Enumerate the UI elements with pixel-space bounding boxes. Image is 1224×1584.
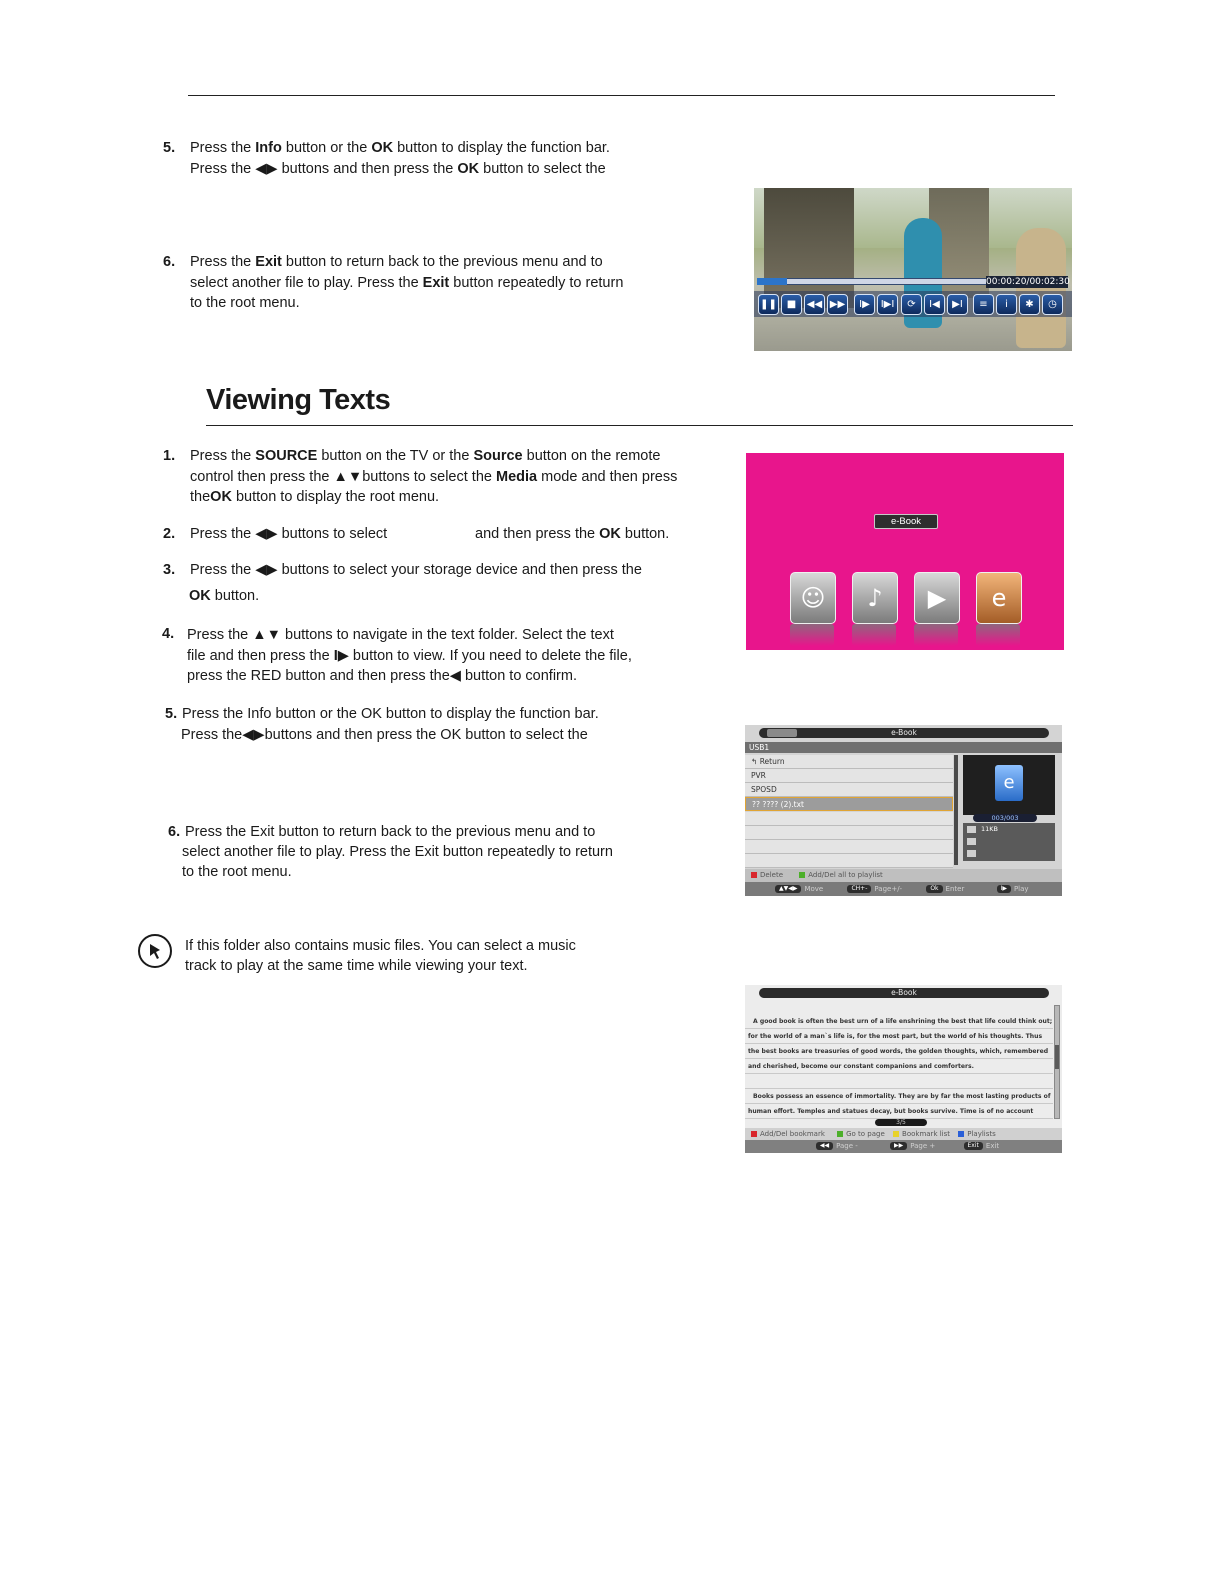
file-icon	[967, 850, 976, 857]
rewind-icon: ◀◀	[804, 294, 825, 315]
step-number: 5.	[163, 140, 176, 156]
step-text: Press the ◀▶ buttons and then press the OK button to select the	[190, 161, 606, 177]
photo-icon: ☺	[790, 572, 836, 624]
pause-icon: ❚❚	[758, 294, 779, 315]
tile-reflection	[976, 624, 1020, 646]
pin-icon	[138, 934, 172, 968]
green-key-icon	[799, 872, 805, 878]
media-menu-screenshot	[746, 453, 1064, 650]
file-icon	[967, 826, 976, 833]
movie-icon: ▶	[914, 572, 960, 624]
step-text: Press the ◀▶ buttons to select your storage device and then press the	[190, 562, 642, 578]
red-key-icon	[751, 1131, 757, 1137]
settings-icon: ✱	[1019, 294, 1040, 315]
nav-hint-bar: ◀◀ Page - ▶▶ Page + Exit Exit	[745, 1140, 1062, 1153]
video-scene	[1016, 228, 1066, 348]
text-line: A good book is often the best urn of a life enshrining the best that life could think out;	[745, 1014, 1053, 1029]
tile-reflection	[914, 624, 958, 646]
text-line: the best books are treasuries of good words, the golden thoughts, which, remembered	[745, 1044, 1053, 1059]
list-item-selected: ?? ???? (2).txt	[745, 797, 953, 811]
step-text: to the root menu.	[190, 295, 300, 311]
file-browser-screenshot	[745, 725, 1062, 896]
info-icon: i	[996, 294, 1017, 315]
step-text: theOK button to display the root menu.	[190, 489, 440, 505]
text-line: Books possess an essence of immortality. They are by far the most lasting products of	[745, 1089, 1053, 1104]
stop-icon: ■	[781, 294, 802, 315]
reader-title: e-Book	[759, 988, 1049, 998]
step-text: Press the◀▶buttons and then press the OK button to select the	[181, 727, 588, 743]
red-key-icon	[751, 872, 757, 878]
ebook-icon: e	[995, 765, 1023, 801]
next-page-key: ▶▶	[890, 1142, 907, 1150]
note-text: If this folder also contains music files. You can select a music	[185, 938, 576, 954]
list-item	[745, 812, 953, 826]
text-line: human effort. Temples and statues decay, but books survive. Time is of no account	[745, 1104, 1053, 1119]
scrollbar	[954, 755, 958, 865]
step-text: OK button.	[189, 588, 260, 604]
repeat-icon: ⟳	[901, 294, 922, 315]
scrollbar-thumb	[1055, 1045, 1059, 1069]
hint-bar: Add/Del bookmark Go to page Bookmark list Playlists	[745, 1128, 1062, 1140]
file-icon	[967, 838, 976, 845]
menu-label: e-Book	[874, 514, 938, 529]
step-text: to the root menu.	[182, 864, 292, 880]
clock-icon: ◷	[1042, 294, 1063, 315]
step-number: 6.	[163, 254, 176, 270]
list-item: ↰ Return	[745, 755, 953, 769]
file-counter: 003/003	[973, 814, 1037, 822]
note-text: track to play at the same time while viewing your text.	[185, 958, 528, 974]
step-text: Press the ◀▶ buttons to select	[190, 526, 388, 542]
progress-fill	[757, 278, 787, 285]
tile-reflection	[852, 624, 896, 646]
move-key: ▲▼◀▶	[775, 885, 801, 893]
section-heading: Viewing Texts	[206, 384, 391, 416]
yellow-key-icon	[893, 1131, 899, 1137]
ok-key: Ok	[926, 885, 942, 893]
step-text: select another file to play. Press the Exit button repeatedly to return	[190, 275, 624, 291]
step-icon: I▶I	[877, 294, 898, 315]
list-item: PVR	[745, 769, 953, 783]
step-number: 3.	[163, 562, 176, 578]
playlist-icon: ≡	[973, 294, 994, 315]
step-text: Press the ▲▼ buttons to navigate in the text folder. Select the text	[187, 627, 614, 643]
ebook-icon: e	[976, 572, 1022, 624]
browser-title: e-Book	[759, 728, 1049, 738]
list-item	[745, 854, 953, 868]
step-number: 6.	[168, 824, 181, 840]
step-text: Press the Exit button to return back to the previous menu and to	[185, 824, 596, 840]
step-number: 4.	[162, 626, 175, 642]
timecode: 00:00:20/00:02:30	[986, 277, 1070, 287]
header-rule	[188, 95, 1055, 96]
text-line: and cherished, become our constant companions and comforters.	[745, 1059, 1053, 1074]
device-label: USB1	[745, 742, 1062, 753]
text-line	[745, 1074, 1053, 1089]
file-size: 11KB	[981, 825, 998, 833]
nav-hint-bar: ▲▼◀▶ Move CH+- Page+/- Ok Enter I▶ Play	[745, 882, 1062, 896]
next-icon: ▶I	[947, 294, 968, 315]
step-text: Press the Info button or the OK button to display the function bar.	[182, 706, 599, 722]
step-number: 1.	[163, 448, 176, 464]
step-text: and then press the OK button.	[475, 526, 670, 542]
progress-bar	[757, 278, 989, 285]
step-number: 2.	[163, 526, 176, 542]
green-key-icon	[837, 1131, 843, 1137]
list-item	[745, 826, 953, 840]
step-text: Press the Exit button to return back to the previous menu and to	[190, 254, 603, 270]
page-indicator: 3/5	[875, 1119, 927, 1126]
text-line: for the world of a man`s life is, for the most part, but the world of his thoughts. Thus	[745, 1029, 1053, 1044]
list-item	[745, 840, 953, 854]
step-text: press the RED button and then press the◀ button to confirm.	[187, 668, 577, 684]
exit-key: Exit	[964, 1142, 983, 1150]
tab-chip	[767, 729, 797, 737]
step-number: 5.	[165, 706, 178, 722]
play-key: I▶	[997, 885, 1011, 893]
fast-forward-icon: ▶▶	[827, 294, 848, 315]
return-icon: ↰	[751, 757, 758, 766]
music-icon: ♪	[852, 572, 898, 624]
page-key: CH+-	[847, 885, 871, 893]
step-text: select another file to play. Press the Exit button repeatedly to return	[182, 844, 613, 860]
step-text: control then press the ▲▼buttons to select the Media mode and then press	[190, 469, 678, 485]
step-text: Press the SOURCE button on the TV or the Source button on the remote	[190, 448, 661, 464]
tile-reflection	[790, 624, 834, 646]
list-item: SPOSD	[745, 783, 953, 797]
video-scene	[764, 188, 854, 308]
step-text: file and then press the I▶ button to view. If you need to delete the file,	[187, 648, 632, 664]
video-player-screenshot	[754, 188, 1072, 351]
heading-rule	[206, 425, 1073, 426]
info-box	[963, 823, 1055, 861]
slow-play-icon: I▶	[854, 294, 875, 315]
text-reader-screenshot	[745, 985, 1062, 1153]
step-text: Press the Info button or the OK button to display the function bar.	[190, 140, 610, 156]
blue-key-icon	[958, 1131, 964, 1137]
previous-icon: I◀	[924, 294, 945, 315]
prev-page-key: ◀◀	[816, 1142, 833, 1150]
hint-bar: Delete Add/Del all to playlist	[745, 869, 1062, 882]
